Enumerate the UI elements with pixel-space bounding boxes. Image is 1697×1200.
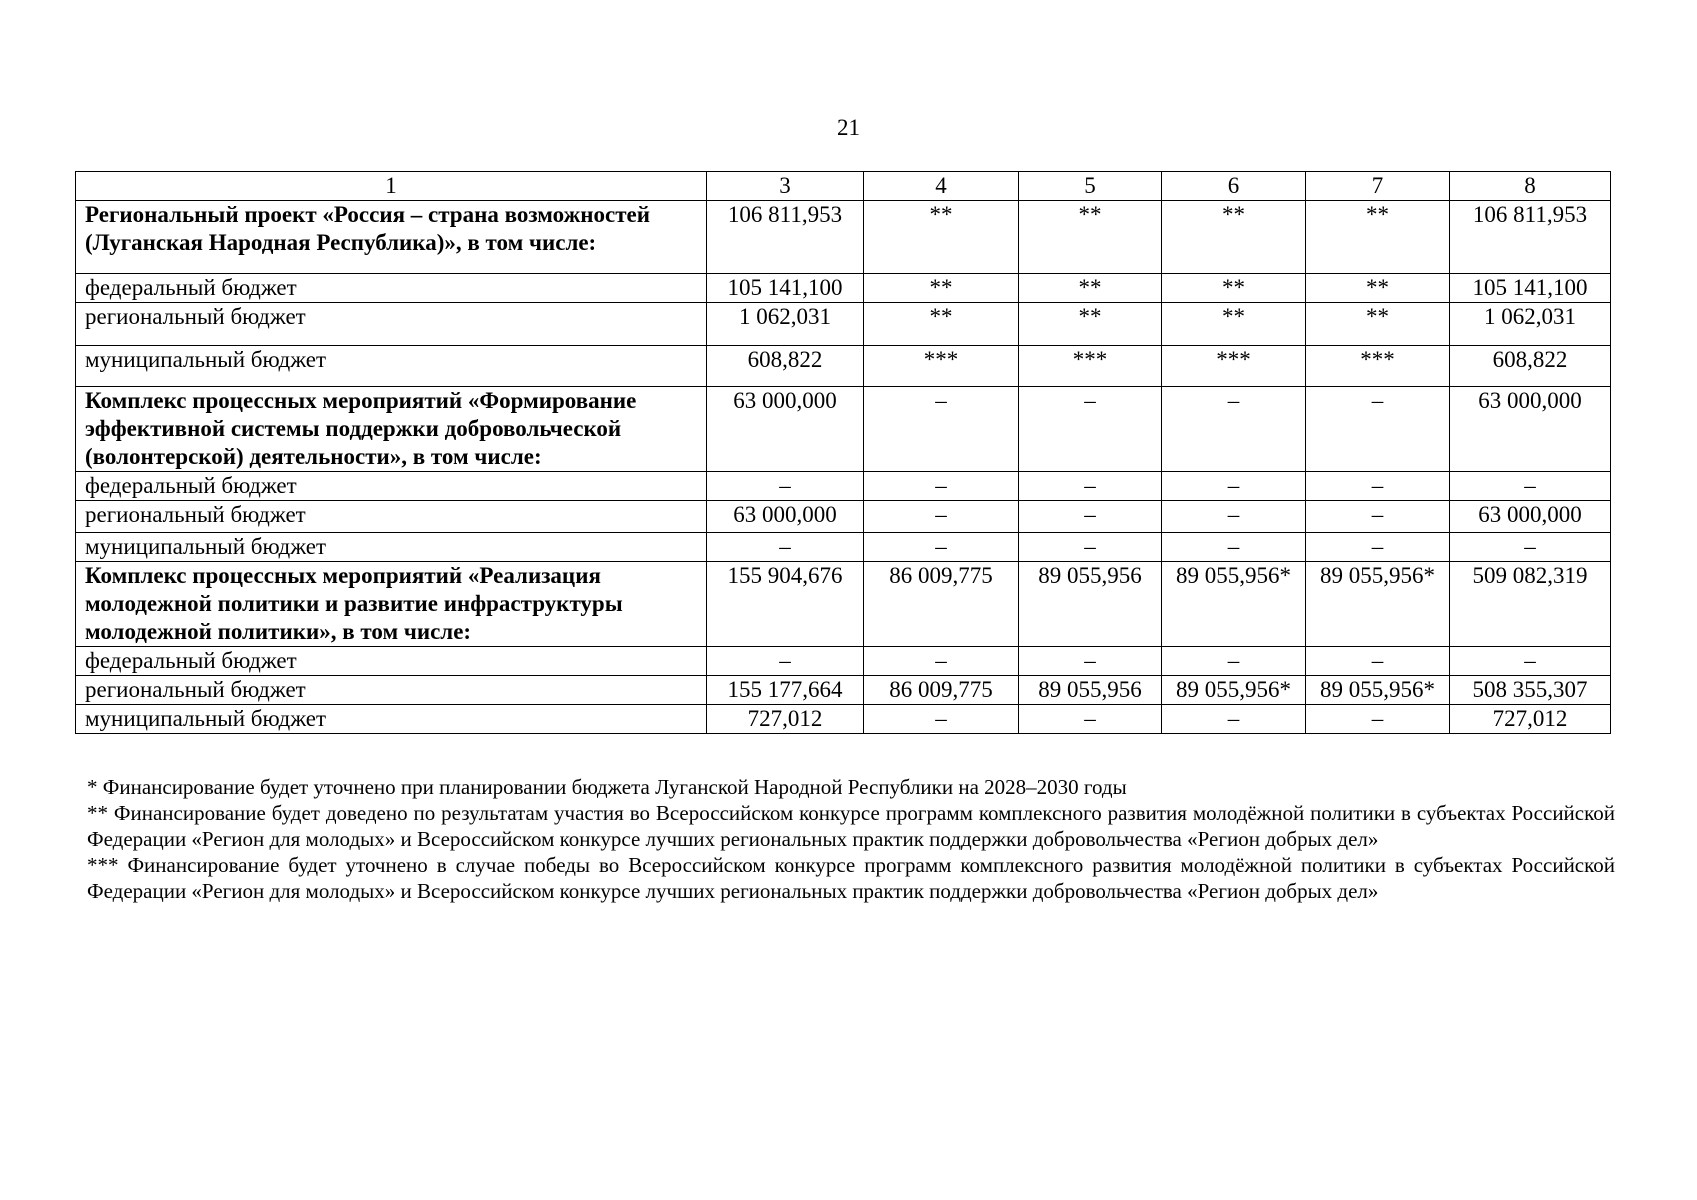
value-cell: – [707, 647, 864, 676]
header-cell: 8 [1450, 172, 1611, 201]
table-row [76, 562, 1611, 647]
value-cell: 508 355,307 [1450, 676, 1611, 705]
value-cell: – [864, 472, 1019, 501]
value-cell: 155 904,676 [707, 562, 864, 647]
table-row [76, 346, 1611, 387]
value-cell: – [1019, 387, 1162, 472]
value-cell: – [1450, 472, 1611, 501]
value-cell: – [1162, 533, 1306, 562]
value-cell: – [864, 647, 1019, 676]
value-cell: – [1019, 501, 1162, 533]
value-cell: – [864, 501, 1019, 533]
value-cell: 89 055,956* [1162, 676, 1306, 705]
value-cell: – [1306, 705, 1450, 734]
value-cell: ** [864, 201, 1019, 274]
row-label: региональный бюджет [76, 501, 707, 533]
value-cell: 63 000,000 [1450, 387, 1611, 472]
value-cell: – [1162, 501, 1306, 533]
value-cell: 105 141,100 [1450, 274, 1611, 303]
value-cell: ** [1306, 274, 1450, 303]
table-row [76, 676, 1611, 705]
value-cell: ** [1162, 201, 1306, 274]
value-cell: 86 009,775 [864, 676, 1019, 705]
value-cell: – [1450, 533, 1611, 562]
table-row [76, 501, 1611, 533]
value-cell: ** [1162, 303, 1306, 346]
value-cell: 727,012 [707, 705, 864, 734]
footnote: * Финансирование будет уточнено при планировании бюджета Луганской Народной Республики на 2028–2030 годы [87, 775, 1127, 799]
value-cell: ** [864, 274, 1019, 303]
value-cell: 63 000,000 [707, 387, 864, 472]
value-cell: – [864, 705, 1019, 734]
budget-table [75, 171, 1611, 734]
value-cell: 608,822 [1450, 346, 1611, 387]
footnotes [87, 774, 1615, 904]
value-cell: – [1019, 705, 1162, 734]
value-cell: 89 055,956 [1019, 562, 1162, 647]
table-row [76, 387, 1611, 472]
value-cell: 727,012 [1450, 705, 1611, 734]
value-cell: – [1019, 472, 1162, 501]
value-cell: ** [1306, 303, 1450, 346]
value-cell: – [1162, 472, 1306, 501]
value-cell: 1 062,031 [1450, 303, 1611, 346]
row-label: федеральный бюджет [76, 472, 707, 501]
header-cell: 5 [1019, 172, 1162, 201]
value-cell: *** [1162, 346, 1306, 387]
value-cell: – [1306, 647, 1450, 676]
row-label: муниципальный бюджет [76, 705, 707, 734]
value-cell: 89 055,956* [1162, 562, 1306, 647]
value-cell: – [1162, 647, 1306, 676]
row-label: муниципальный бюджет [76, 533, 707, 562]
row-label: Региональный проект «Россия – страна возможностей (Луганская Народная Республика)», в том числе: [76, 201, 707, 274]
value-cell: 608,822 [707, 346, 864, 387]
table-row [76, 303, 1611, 346]
value-cell: ** [1019, 274, 1162, 303]
header-cell: 4 [864, 172, 1019, 201]
row-label: региональный бюджет [76, 303, 707, 346]
value-cell: – [1162, 705, 1306, 734]
value-cell: – [707, 533, 864, 562]
value-cell: – [1306, 501, 1450, 533]
header-cell: 3 [707, 172, 864, 201]
table-row [76, 274, 1611, 303]
table-row [76, 201, 1611, 274]
value-cell: 89 055,956 [1019, 676, 1162, 705]
value-cell: – [1162, 387, 1306, 472]
table-header-row [76, 172, 1611, 201]
table-row [76, 705, 1611, 734]
footnote: ** Финансирование будет доведено по результатам участия во Всероссийском конкурсе программ комплексного развития молодёжной политики в субъектах Российской Федерации «Регион для молодых» и Всероссийском конкурсе лучших региональных практик поддержки добровольчества «Регион добрых дел» [87, 801, 1615, 851]
value-cell: – [864, 387, 1019, 472]
value-cell: – [707, 472, 864, 501]
value-cell: 105 141,100 [707, 274, 864, 303]
value-cell: 509 082,319 [1450, 562, 1611, 647]
value-cell: 63 000,000 [1450, 501, 1611, 533]
value-cell: *** [1019, 346, 1162, 387]
table-row [76, 472, 1611, 501]
value-cell: ** [1019, 303, 1162, 346]
value-cell: ** [1019, 201, 1162, 274]
value-cell: – [1306, 387, 1450, 472]
row-label: федеральный бюджет [76, 647, 707, 676]
value-cell: – [1019, 533, 1162, 562]
value-cell: 89 055,956* [1306, 562, 1450, 647]
value-cell: 155 177,664 [707, 676, 864, 705]
row-label: Комплекс процессных мероприятий «Формирование эффективной системы поддержки добровольческой (волонтерской) деятельности», в том числе: [76, 387, 707, 472]
value-cell: 1 062,031 [707, 303, 864, 346]
value-cell: ** [1306, 201, 1450, 274]
value-cell: 89 055,956* [1306, 676, 1450, 705]
value-cell: – [1019, 647, 1162, 676]
row-label: Комплекс процессных мероприятий «Реализация молодежной политики и развитие инфраструктуры молодежной политики», в том числе: [76, 562, 707, 647]
value-cell: 106 811,953 [1450, 201, 1611, 274]
row-label: муниципальный бюджет [76, 346, 707, 387]
header-cell: 7 [1306, 172, 1450, 201]
value-cell: 63 000,000 [707, 501, 864, 533]
value-cell: – [864, 533, 1019, 562]
value-cell: 86 009,775 [864, 562, 1019, 647]
page-number: 21 [837, 115, 860, 140]
value-cell: – [1450, 647, 1611, 676]
row-label: региональный бюджет [76, 676, 707, 705]
header-cell: 1 [76, 172, 707, 201]
table-row [76, 647, 1611, 676]
value-cell: 106 811,953 [707, 201, 864, 274]
value-cell: – [1306, 472, 1450, 501]
value-cell: *** [1306, 346, 1450, 387]
value-cell: – [1306, 533, 1450, 562]
footnote: *** Финансирование будет уточнено в случае победы во Всероссийском конкурсе программ комплексного развития молодёжной политики в субъектах Российской Федерации «Регион для молодых» и Всероссийском конкурсе лучших региональных практик поддержки добровольчества «Регион добрых дел» [87, 853, 1615, 903]
value-cell: ** [1162, 274, 1306, 303]
row-label: федеральный бюджет [76, 274, 707, 303]
table-row [76, 533, 1611, 562]
header-cell: 6 [1162, 172, 1306, 201]
value-cell: *** [864, 346, 1019, 387]
value-cell: ** [864, 303, 1019, 346]
